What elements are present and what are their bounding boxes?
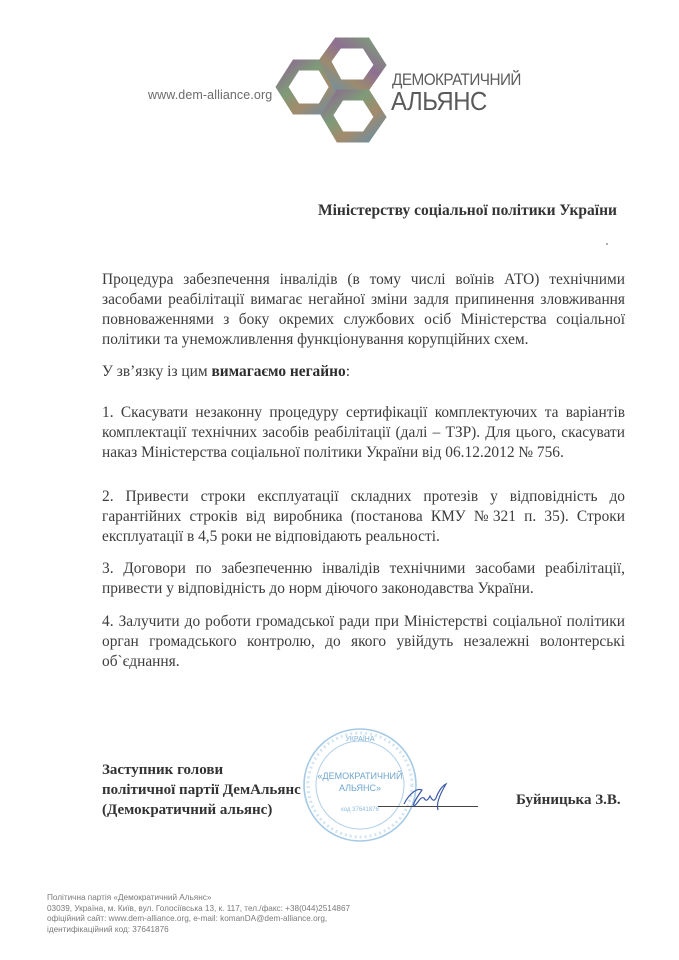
signatory-title-line2: політичної партії ДемАльянс	[102, 782, 301, 798]
handwritten-signature-icon	[400, 782, 450, 812]
footer-contacts: офіційний сайт: www.dem-alliance.org, e-mail: komanDA@dem-alliance.org,	[47, 914, 328, 923]
stamp-center-text-2: АЛЬЯНС»	[338, 783, 382, 793]
demand-item-4: 4. Залучити до роботи громадської ради при Міністерстві соціальної політики орган громадського контролю, до якого увійдуть незалежні волонтерські об`єднання.	[102, 613, 625, 670]
intro-paragraph: Процедура забезпечення інвалідів (в тому числі воїнів АТО) технічними засобами реабілітації вимагає негайної зміни задля припинення зловживання повноваженнями з боку окремих службових осіб Міністерства соціальної політики та унеможливлення функціонування корупційних схем.	[102, 271, 625, 348]
hexagon-top	[325, 43, 380, 85]
stamp-center-text-1: «ДЕМОКРАТИЧНИЙ	[317, 771, 403, 781]
signatory-title-line3: (Демократичний альянс)	[102, 802, 273, 818]
stamp-top-text: УКРАЇНА	[345, 736, 375, 743]
demand-lead: У зв’язку із цим	[102, 363, 212, 380]
signatory-title	[102, 760, 301, 820]
footer-party-name: Політична партія «Демократичний Альянс»	[47, 893, 212, 902]
footer-id-code: ідентифікаційний код: 37641876	[47, 924, 169, 934]
addressee: Міністерству соціальної політики України	[318, 202, 617, 219]
brand-name-line1: ДЕМОКРАТИЧНИЙ	[392, 70, 521, 89]
three-hexagons-logo-icon	[270, 35, 395, 145]
demand-item-2: 2. Привести строки експлуатації складних протезів у відповідність до гарантійних строків від виробника (постанова КМУ №321 п. 35). Строки експлуатації в 4,5 роки не відповідають реальності.	[102, 488, 625, 545]
footer-address: 03039, Україна, м. Київ, вул. Голосіївська 13, к. 117, тел./факс: +38(044)2514867	[47, 903, 351, 913]
stray-dot	[606, 243, 608, 245]
letterhead-footer	[47, 893, 350, 935]
letterhead	[0, 0, 679, 160]
demand-bold: вимагаємо негайно	[211, 363, 346, 380]
signatory-title-line1: Заступник голови	[102, 762, 224, 778]
site-url: www.dem-alliance.org	[148, 88, 273, 102]
brand-name-line2: АЛЬЯНС	[391, 86, 487, 116]
demand-heading	[102, 362, 625, 382]
signer-name: Буйницька З.В.	[516, 792, 621, 808]
demand-item-1: 1. Скасувати незаконну процедуру сертифікації комплектуючих та варіантів комплектації технічних засобів реабілітації (далі – ТЗР). Для цього, скасувати наказ Міністерства соціальної політики України від 06.12.2012 № 756.	[102, 404, 625, 461]
hexagon-bottom	[327, 95, 380, 137]
stamp-code: код 37641876	[341, 807, 379, 813]
demand-colon: :	[345, 363, 350, 380]
demand-item-3: 3. Договори по забезпеченню інвалідів технічними засобами реабілітації, привести у відповідність до норм діючого законодавства України.	[102, 560, 625, 597]
